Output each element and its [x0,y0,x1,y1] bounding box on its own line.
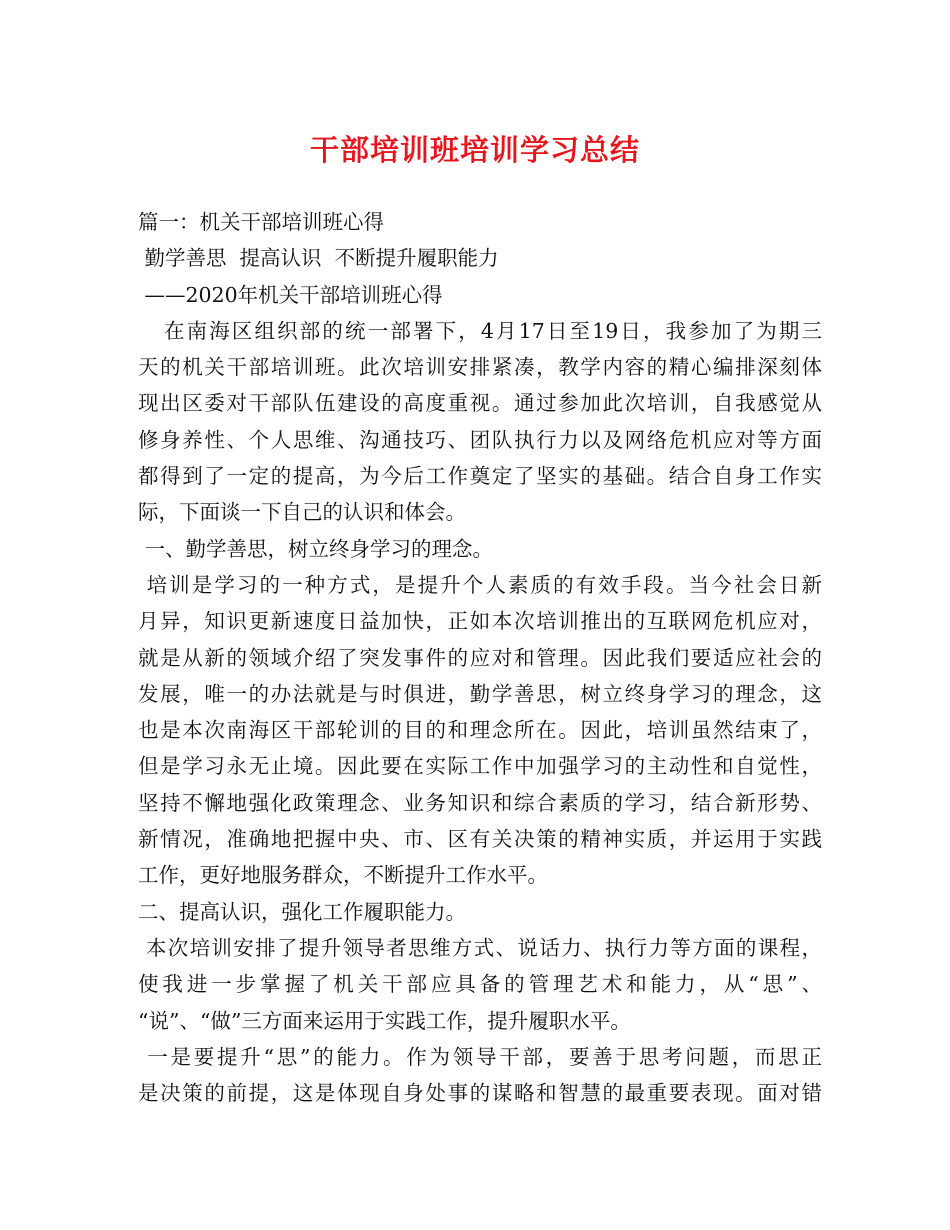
text-line: 在南海区组织部的统一部署下，4月17日至19日，我参加了为期三 [138,318,822,343]
text-line: 修身养性、个人思维、沟通技巧、团队执行力以及网络危机应对等方面 [138,427,822,452]
text-line: 一、勤学善思，树立终身学习的理念。 [138,536,494,561]
text-line: 使我进一步掌握了机关干部应具备的管理艺术和能力，从“思”、 [138,972,822,997]
text-line: 新情况，准确地把握中央、市、区有关决策的精神实质，并运用于实践 [138,827,822,852]
document-title: 干部培训班培训学习总结 [309,133,640,167]
text-line: ——2020年机关干部培训班心得 [138,282,443,307]
text-line: 勤学善思 提高认识 不断提升履职能力 [138,246,499,271]
text-line: 培训是学习的一种方式，是提升个人素质的有效手段。当今社会日新 [138,572,822,597]
text-line: 但是学习永无止境。因此要在实际工作中加强学习的主动性和自觉性， [138,754,822,779]
text-line: 工作，更好地服务群众，不断提升工作水平。 [138,863,548,888]
text-line: 月异，知识更新速度日益加快，正如本次培训推出的互联网危机应对， [138,609,822,634]
text-line: 就是从新的领域介绍了突发事件的应对和管理。因此我们要适应社会的 [138,645,822,670]
text-line: 天的机关干部培训班。此次培训安排紧凑，教学内容的精心编排深刻体 [138,355,822,380]
text-line: 篇一：机关干部培训班心得 [138,210,384,234]
text-line: 际，下面谈一下自己的认识和体会。 [138,500,466,525]
text-line: 是决策的前提，这是体现自身处事的谋略和智慧的最重要表现。面对错 [138,1081,822,1106]
text-line: 现出区委对干部队伍建设的高度重视。通过参加此次培训，自我感觉从 [138,391,822,416]
text-line: 都得到了一定的提高，为今后工作奠定了坚实的基础。结合自身工作实 [138,464,822,489]
text-line: 发展，唯一的办法就是与时俱进，勤学善思，树立终身学习的理念，这 [138,681,822,706]
text-line: “说”、“做”三方面来运用于实践工作，提升履职水平。 [138,1008,631,1033]
text-line: 坚持不懈地强化政策理念、业务知识和综合素质的学习，结合新形势、 [138,790,822,815]
text-line: 一是要提升“思”的能力。作为领导干部，要善于思考问题，而思正 [138,1044,822,1069]
text-line: 二、提高认识，强化工作履职能力。 [138,899,466,924]
text-line: 也是本次南海区干部轮训的目的和理念所在。因此，培训虽然结束了， [138,718,822,743]
document-body [138,204,822,1111]
text-line: 本次培训安排了提升领导者思维方式、说话力、执行力等方面的课程， [138,935,822,960]
